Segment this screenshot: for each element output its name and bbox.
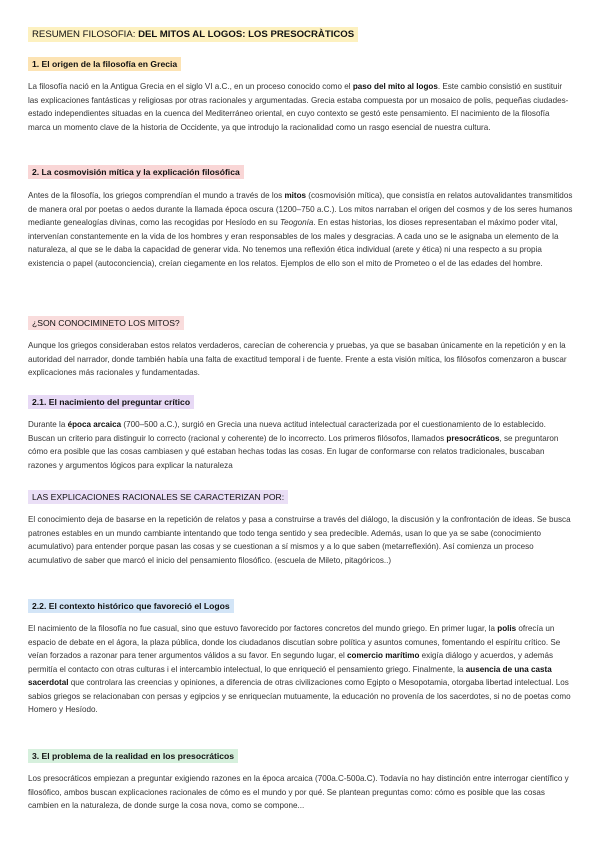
section-3-paragraph: Los presocráticos empiezan a preguntar exigiendo razones en la época arcaica (700a.C-500a.C). Todavía no hay distinción entre interrogar científico y filosófico, ambos buscan explicaciones racionales de cómo es el mundo y por qué. Se plantean preguntas como: cómo es posible que las cosas cambien en la naturaleza, de donde surge la cosa nova, como se compone... [28,774,569,810]
section-2-heading: 2. La cosmovisión mítica y la explicación filosófica [28,162,574,180]
section-2-2-heading: 2.2. El contexto histórico que favoreció el Logos [28,596,574,614]
document-title [28,24,574,42]
section-1-paragraph: La filosofía nació en la Antigua Grecia en el siglo VI a.C., en un proceso conocido como el paso del mito al logos. Este cambio consistió en sustituir las explicaciones fantásticas y religiosas por otras racionales y argumentadas. Grecia estaba compuesta por un mosaico de polis, pequeñas ciudades-estado independientes situadas en la cuenca del Mediterráneo oriental, en cuyo contexto se gestó este pensamiento. El nacimiento de la filosofía marca un momento clave de la historia de Occidente, ya que introdujo la racionalidad como un rasgo esencial de nuestra cultura. [28,82,569,132]
section-2-1-paragraph: Durante la época arcaica (700–500 a.C.), surgió en Grecia una nueva actitud intelectual caracterizada por el cuestionamiento de lo establecido. Buscan un criterio para distinguir lo correcto (racional y coherente) de lo incorrecto. Los primeros filósofos, llamados presocráticos, se preguntaron cómo era posible que las cosas cambiasen y qué estaban hechas todas las cosas. En lugar de conformarse con relatos tradicionales, buscaban razones y argumentos lógicos para explicar la naturaleza [28,420,559,470]
section-2-paragraph: Antes de la filosofía, los griegos comprendían el mundo a través de los mitos (cosmovisión mítica), que consistía en relatos autovalidantes transmitidos de manera oral por poetas o aedos durante la llamada época oscura (1200–750 a.C.). Los mitos narraban el origen del cosmos y de los seres humanos mediante genealogías divinas, como las recogidas por Hesíodo en su Teogonía. En estas historias, los dioses representaban el máximo poder vital, intervenían constantemente en la vida de los hombres y eran responsables de los males y desgracias. A cada uno se le asignaba un elemento de la naturaleza, al que se le daba la capacidad de generar vida. No tenemos una reflexión ética individual (arete y ética) ni una respecto a su propia existencia o papel (autoconciencia), creían ciegamente en los relatos. Ejemplos de ello son el mito de Prometeo o el de las edades del hombre. [28,191,573,268]
section-2-2-paragraph: El nacimiento de la filosofía no fue casual, sino que estuvo favorecido por factores concretos del mundo griego. En primer lugar, la polis ofrecía un espacio de debate en el ágora, la plaza pública, donde los ciudadanos discutían sobre política y asuntos comunes, fomentando el espíritu crítico. Se veían forzados a razonar para tener argumentos válidos a su favor. En segundo lugar, el comercio marítimo exigía diálogo y acuerdos, y además permitía el contacto con otras culturas i el intercambio intelectual, lo que enriqueció el pensamiento griego. Finalmente, la ausencia de una casta sacerdotal que controlara las creencias y opiniones, a diferencia de otras civilizaciones como Egipto o Mesopotamia, otorgaba libertad intelectual. Los sabios griegos se relacionaban con persas y egipcios y se enriquecían mutuamente, la educación no provenía de los sacerdotes, si no de poetas como Homero y Hesíodo. [28,624,571,714]
section-1-heading: 1. El origen de la filosofía en Grecia [28,54,574,72]
question-2-heading: LAS EXPLICACIONES RACIONALES SE CARACTERIZAN POR: [28,487,574,505]
question-1-paragraph: Aunque los griegos consideraban estos relatos verdaderos, carecían de coherencia y pruebas, ya que se basaban únicamente en la repetición y en la autoridad del narrador, donde también había una falta de exactitud temporal i de fuente. Frente a esta visión mítica, los filósofos comenzaron a buscar explicaciones más racionales y fundamentadas. [28,341,567,377]
title-bold: DEL MITOS AL LOGOS: LOS PRESOCRÀTICOS [138,29,355,40]
question-2-paragraph: El conocimiento deja de basarse en la repetición de relatos y pasa a construirse a través del diálogo, la discusión y la confrontación de ideas. Se busca patrones estables en un mundo cambiante intentando que todo tenga sentido y sea predecible. Además, usan lo que ya se sabe (conocimiento acumulativo) para entender porque pasan las cosas y se cuestionan a sí mismos y a lo que saben (metarreflexión). Así comienza un proceso acumulativo de saber que marcó el inicio del pensamiento filosófico. (escuela de Mileto, pitagóricos..) [28,515,571,565]
section-3-heading: 3. El problema de la realidad en los presocráticos [28,746,574,764]
question-1-heading: ¿SON CONOCIMINETO LOS MITOS? [28,313,574,331]
title-highlight: RESUMEN FILOSOFIA: DEL MITOS AL LOGOS: LOS PRESOCRÀTICOS [28,27,358,42]
section-2-1-heading: 2.1. El nacimiento del preguntar crítico [28,392,574,410]
